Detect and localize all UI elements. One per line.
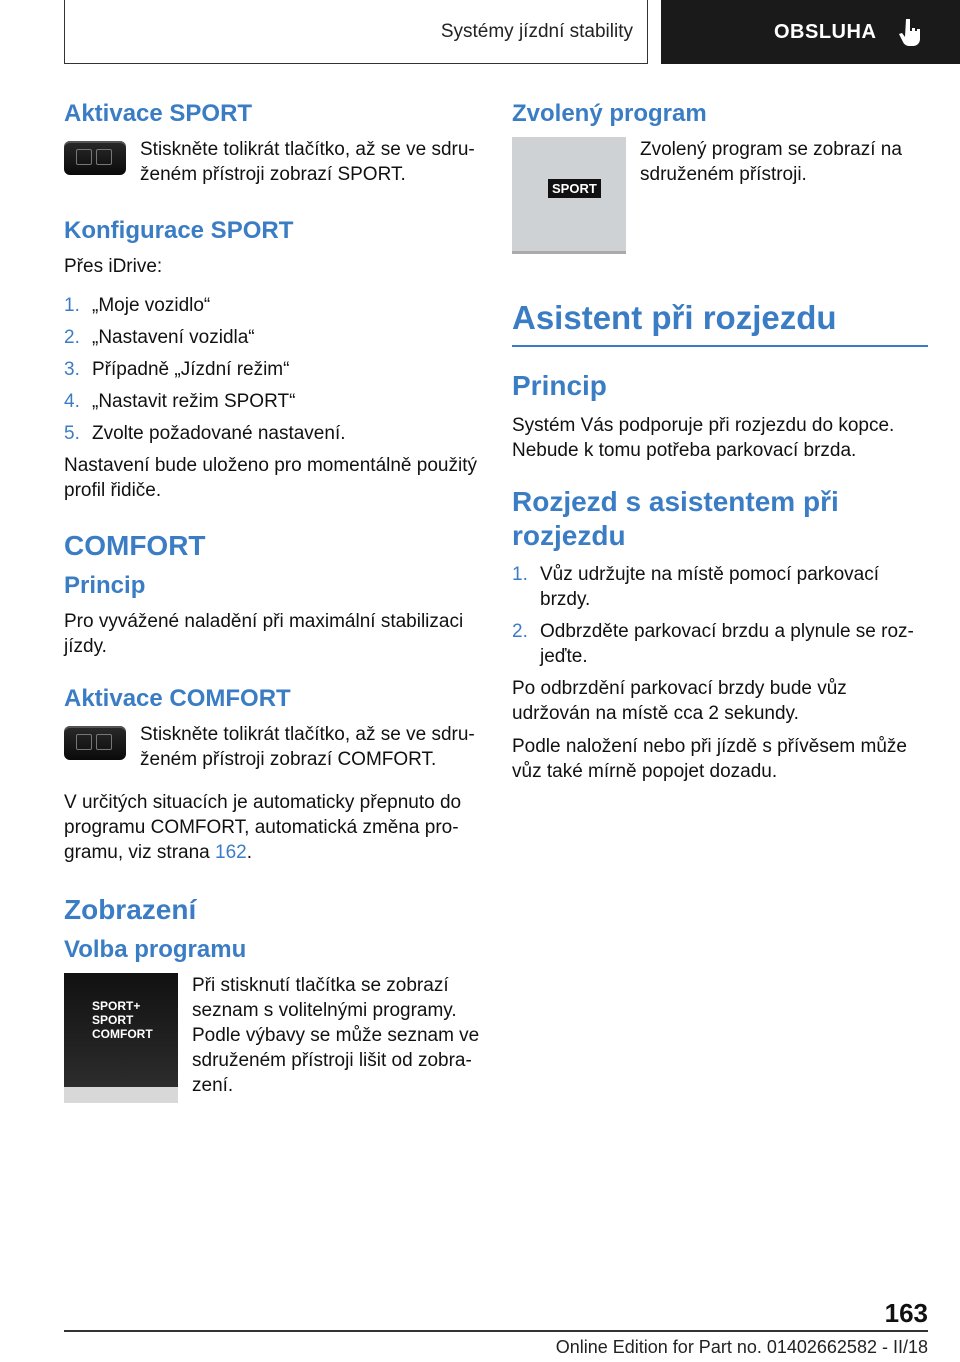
asistent-note-2: Podle naložení nebo při jízdě s přívěsem může vůz také mírně popojet dozadu. xyxy=(512,736,907,783)
konfigurace-steps xyxy=(64,293,480,446)
footer-divider xyxy=(64,1330,928,1332)
aktivace-sport-text: Stiskněte tolikrát tlačítko, až se ve sdruženém přístroji zobrazí SPORT. xyxy=(140,138,475,185)
comfort-princip-text: Pro vyvážené naladění při maximální stabilizaci jízdy. xyxy=(64,610,464,657)
list-item: 3. Případně „Jízdní režim“ xyxy=(64,358,290,380)
heading-asistent-princip: Princip xyxy=(512,370,607,402)
heading-volba-programu: Volba programu xyxy=(64,936,247,964)
driving-mode-button-image xyxy=(64,726,126,760)
asistent-note-1: Po odbrzdění parkovací brzdy bude vůz udržován na místě cca 2 sekundy. xyxy=(512,678,847,725)
heading-aktivace-comfort: Aktivace COMFORT xyxy=(64,684,291,712)
heading-comfort-princip: Princip xyxy=(64,572,146,600)
heading-zobrazeni: Zobrazení xyxy=(64,893,197,925)
heading-asistent: Asistent při rozjezdu xyxy=(512,298,928,348)
list-item: 1. „Moje vozidlo“ xyxy=(64,294,211,316)
footer-edition: Online Edition for Part no. 01402662582 - II/18 xyxy=(555,1337,928,1357)
list-item: 4. „Nastavit režim SPORT“ xyxy=(64,390,296,412)
konfigurace-note: Nastavení bude uloženo pro momentálně použitý profil řidiče. xyxy=(64,454,477,501)
asistent-princip-text: Systém Vás podporuje při rozjezdu do kopce. Nebude k tomu potřeba parkovací brzda. xyxy=(512,414,895,461)
page-number: 163 xyxy=(884,1298,928,1328)
header-section-box xyxy=(661,0,960,64)
comfort-auto-text: V určitých situacích je automaticky přepnuto do programu COMFORT, automatická změna programu, viz strana 162. xyxy=(64,791,462,863)
list-item: 5. Zvolte požadované nastavení. xyxy=(64,422,346,444)
rozjezd-steps xyxy=(512,562,928,669)
zvoleny-program-text: Zvolený program se zobrazí na sdruženém přístroji. xyxy=(640,138,902,185)
sport-badge: SPORT xyxy=(548,179,601,198)
list-item: 2. „Nastavení vozidla“ xyxy=(64,326,255,348)
hand-pointer-icon xyxy=(898,17,924,47)
heading-comfort: COMFORT xyxy=(64,529,206,561)
heading-konfigurace-sport: Konfigurace SPORT xyxy=(64,216,294,244)
left-column xyxy=(64,100,480,1103)
list-item: 2. Odbrzděte parkovací brzdu a plynule se rozjeďte. xyxy=(512,621,914,668)
header-section: OBSLUHA xyxy=(774,20,877,43)
heading-zvoleny-program: Zvolený program xyxy=(512,100,707,127)
aktivace-comfort-text: Stiskněte tolikrát tlačítko, až se ve sdruženém přístroji zobrazí COMFORT. xyxy=(140,723,475,770)
heading-aktivace-sport: Aktivace SPORT xyxy=(64,100,253,127)
header-title-box xyxy=(64,0,648,64)
program-list-screen-image: SPORT+ SPORT COMFORT xyxy=(64,973,178,1103)
driving-mode-button-image xyxy=(64,141,126,175)
heading-rozjezd: Rozjezd s asistentem při rozjezdu xyxy=(512,485,839,551)
selected-program-display-image xyxy=(512,137,626,254)
page-reference-link[interactable]: 162 xyxy=(215,841,247,863)
konfigurace-intro: Přes iDrive: xyxy=(64,255,163,277)
header-title: Systémy jízdní stability xyxy=(440,20,633,42)
list-item: 1. Vůz udržujte na místě pomocí parkovací brzdy. xyxy=(512,564,879,611)
volba-programu-text: Při stisknutí tlačítka se zobrazí seznam s volitelnými programy. Podle výbavy se může seznam ve sdruženém přístroji lišit od zobrazení. xyxy=(192,975,480,1097)
right-column xyxy=(512,100,928,792)
